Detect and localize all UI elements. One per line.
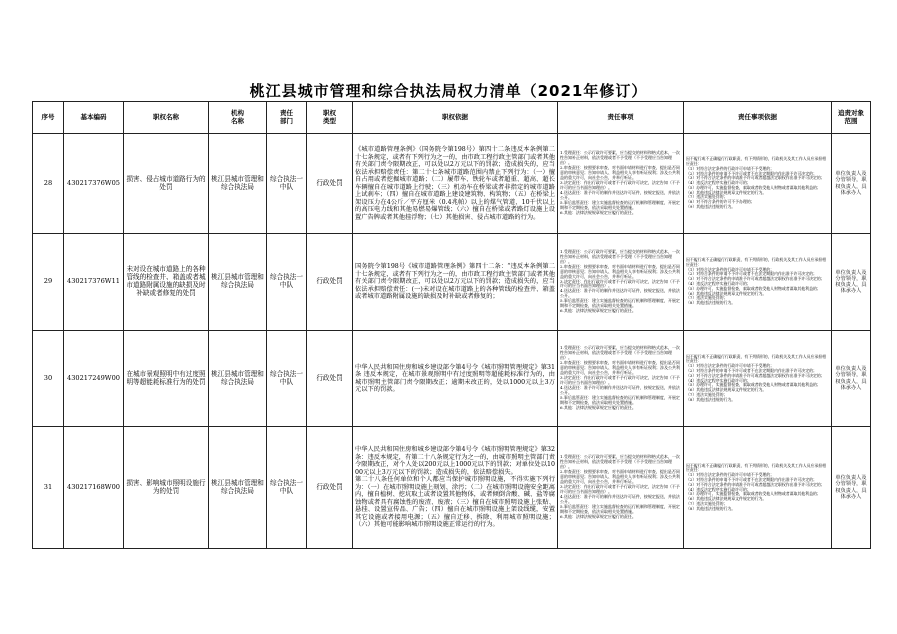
header-duty-basis: 责任事项依据 bbox=[684, 102, 832, 134]
cell-duty: 1.受理责任：公示行政许可要素，应当提交的材料和格式范本，一次性告知补正材料，依法受理或者不予受理（不予受理应当告知理由）。 2.审查责任：按照要求审查，对书面申请材料进行审查，提出是否同意的审核意见；告知申请人、利益相关人享有听证权利；涉及公共利益的重大许可，向社会公告，并举行听证。 3.决定责任：作出行政许可或者不予行政许可决定，法定告知（不予许可的应当书面告知理由）。 4.送达责任：准予许可的制作并送达许可证件，按规定报送，并依法公开。 5.事后监管责任：建立实施监督检查的运行机制和管理制度，开展定期和不定期检查，依法采取相关处置措施。 6.其他：法律法规规章规定应履行的责任。 bbox=[558, 427, 684, 549]
cell-seq: 28 bbox=[33, 134, 64, 234]
cell-name: 在城市景观照明中有过度照明等超能耗标准行为的处罚 bbox=[124, 331, 209, 427]
cell-duty: 1.受理责任：公示行政许可要素，应当提交的材料和格式范本，一次性告知补正材料，依法受理或者不予受理（不予受理应当告知理由）。 2.审查责任：按照要求审查，对书面申请材料进行审查，提出是否同意的审核意见；告知申请人、利益相关人享有听证权利；涉及公共利益的重大许可，向社会公告，并举行听证。 3.决定责任：作出行政许可或者不予行政许可决定，法定告知（不予许可的应当书面告知理由）。 4.送达责任：准予许可的制作并送达许可证件，按规定报送，并依法公开。 5.事后监管责任：建立实施监督检查的运行机制和管理制度，开展定期和不定期检查，依法采取相关处置措施。 6.其他：法律法规规章规定应履行的责任。 bbox=[558, 134, 684, 234]
header-type: 职权 类型 bbox=[307, 102, 353, 134]
cell-name: 损害、侵占城市道路行为的处罚 bbox=[124, 134, 209, 234]
cell-type: 行政处罚 bbox=[307, 427, 353, 549]
cell-seq: 31 bbox=[33, 427, 64, 549]
header-dept: 责任 部门 bbox=[267, 102, 307, 134]
cell-org: 桃江县城市管理和综合执法局 bbox=[209, 331, 267, 427]
table-row bbox=[33, 427, 871, 549]
cell-seq: 29 bbox=[33, 234, 64, 331]
cell-duty-basis: 因不履行或不正确履行行政职责，有下列情形的，行政机关及其工作人员应承担相应责任： （1）对符合法定条件的行政许可申请不予受理的； （2）对符合条件的申请不予许可或者不在法定期限内作出准予许可决定的； （3）对不符合法定条件的申请准予许可或者超越法定职权作出准予许可决定的； （4）违反法定程序实施行政许可的； （5）办理许可、实施监督检查，索取或者收受他人财物或者谋取其他利益的； （6）其他违反法律法规规章文件规定的行为。 （7）违法实施处罚的； （8）其他违法违规的行为。 bbox=[684, 427, 832, 549]
power-list-table bbox=[32, 101, 871, 549]
header-seq: 序号 bbox=[33, 102, 64, 134]
cell-basis: 《城市道路管理条例》（国务院令第198号）第四十二条违反本条例第二十七条规定，或者有下列行为之一的，由市政工程行政主管部门或者其他有关部门责令限期改正，可以处以2万元以下的罚款；造成损失的，应当依法承担赔偿责任：第二十七条城市道路范围内禁止下列行为：（一）擅自占用或者挖掘城市道路；（二）履带车、铁轮车或者超重、超高、超长车辆擅自在城市道路上行驶；（三）机动车在桥梁或者非指定的城市道路上试刹车；（四）擅自在城市道路上建设建筑物、构筑物；（五）在桥梁上架设压力在4公斤／平方厘米（0.4兆帕）以上的煤气管道、10千伏以上的高压电力线和其他易燃易爆管线；（六）擅自在桥梁或者路灯设施上设置广告牌或者其他挂浮物；（七）其他损害、侵占城市道路的行为。 bbox=[353, 134, 558, 234]
cell-code: 430217376W11 bbox=[64, 234, 124, 331]
cell-seq: 30 bbox=[33, 331, 64, 427]
cell-org: 桃江县城市管理和综合执法局 bbox=[209, 427, 267, 549]
table-header-row bbox=[33, 102, 871, 134]
cell-note: 单位负责人及分管领导，职权负责人，具体承办人 bbox=[832, 427, 871, 549]
cell-org: 桃江县城市管理和综合执法局 bbox=[209, 234, 267, 331]
header-basis: 职权依据 bbox=[353, 102, 558, 134]
cell-duty-basis: 因不履行或不正确履行行政职责，有下列情形的，行政机关及其工作人员应承担相应责任： （1）对符合法定条件的行政许可申请不予受理的； （2）对符合条件的申请不予许可或者不在法定期限内作出准予许可决定的； （3）对不符合法定条件的申请准予许可或者超越法定职权作出准予许可决定的； （4）违反法定程序实施行政许可的； （5）办理许可、实施监督检查，索取或者收受他人财物或者谋取其他利益的； （6）其他违反法律法规规章文件规定的行为。 （7）违法实施处罚的； （8）其他违法违规的行为。 bbox=[684, 331, 832, 427]
cell-basis: 国务院令第198号《城市道路管理条例》第四十二条：“违反本条例第二十七条规定，或者有下列行为之一的，由市政工程行政主管部门或者其他有关部门责令限期改正，可以处以2万元以下的罚款；造成损失的，应当依法承担赔偿责任：(一)未对设在城市道路上的各种管线的检查井、箱盖或者城市道路附属设施的缺损及时补缺或者修复的； bbox=[353, 234, 558, 331]
header-note: 追责对象 范围 bbox=[832, 102, 871, 134]
document-title: 桃江县城市管理和综合执法局权力清单（2021年修订） bbox=[249, 82, 648, 100]
cell-type: 行政处罚 bbox=[307, 134, 353, 234]
cell-dept: 综合执法一中队 bbox=[267, 134, 307, 234]
cell-note: 单位负责人及分管领导，职权负责人，具体承办人 bbox=[832, 134, 871, 234]
cell-note: 单位负责人及分管领导，职权负责人，具体承办人 bbox=[832, 234, 871, 331]
cell-basis: 中华人民共和国住房和城乡建设部令第4号令《城市照明管理规定》第32条：违反本规定，有第二十八条规定行为之一的，由城市照明主管部门责令限期改正，对个人处以200元以上1000元以下的罚款；对单位处以1000元以上3万元以下的罚款；造成损失的，依法赔偿损失。 第二十八条任何单位和个人都应当保护城市照明设施，不得实施下列行为：（一）在城市照明设施上刻划、涂污；（二）在城市照明设施安全距离内，擅自植树、挖坑取土或者设置其他物体，或者倾倒含酸、碱、盐等腐蚀物或者具有腐蚀性的废渣、废液；（三）擅自在城市照明设施上张贴、悬挂、设置宣传品、广告；（四）擅自在城市照明设施上架设线缆，安置其它设施或者接用电源；（五）擅自迁移、拆除、利用城市照明设施；（六）其他可能影响城市照明设施正常运行的行为。 bbox=[353, 427, 558, 549]
header-org: 机构 名称 bbox=[209, 102, 267, 134]
header-duty: 责任事项 bbox=[558, 102, 684, 134]
cell-type: 行政处罚 bbox=[307, 234, 353, 331]
cell-code: 430217376W05 bbox=[64, 134, 124, 234]
cell-note: 单位负责人及分管领导，职权负责人，具体承办人 bbox=[832, 331, 871, 427]
cell-name: 未对设在城市道路上的各种管线的检查井、箱盖或者城市道路附属设施的缺损及时补缺或者修复的处罚 bbox=[124, 234, 209, 331]
header-code: 基本编码 bbox=[64, 102, 124, 134]
cell-dept: 综合执法一中队 bbox=[267, 234, 307, 331]
cell-name: 损害、影响城市照明设施行为的处罚 bbox=[124, 427, 209, 549]
cell-dept: 综合执法一中队 bbox=[267, 331, 307, 427]
cell-duty: 1.受理责任：公示行政许可要素，应当提交的材料和格式范本，一次性告知补正材料，依法受理或者不予受理（不予受理应当告知理由）。 2.审查责任：按照要求审查，对书面申请材料进行审查，提出是否同意的审核意见；告知申请人、利益相关人享有听证权利；涉及公共利益的重大许可，向社会公告，并举行听证。 3.决定责任：作出行政许可或者不予行政许可决定，法定告知（不予许可的应当书面告知理由）。 4.送达责任：准予许可的制作并送达许可证件，按规定报送，并依法公开。 5.事后监管责任：建立实施监督检查的运行机制和管理制度，开展定期和不定期检查，依法采取相关处置措施。 6.其他：法律法规规章规定应履行的责任。 bbox=[558, 331, 684, 427]
table-row bbox=[33, 134, 871, 234]
cell-duty-basis: 因不履行或不正确履行行政职责，有下列情形的，行政机关及其工作人员应承担相应责任： （1）对符合法定条件的行政许可申请不予受理的； （2）对符合条件的申请不予许可或者不在法定期限内作出准予许可决定的； （3）对不符合法定条件的申请准予许可或者超越法定职权作出准予许可决定的； （4）违反法定程序实施行政许可的； （5）办理许可、实施监督检查，索取或者收受他人财物或者谋取其他利益的； （6）其他违反法律法规规章文件规定的行为。 （7）违法实施处罚的； （8）其他违法违规的行为。 bbox=[684, 234, 832, 331]
cell-code: 430217249W00 bbox=[64, 331, 124, 427]
cell-duty-basis: 因不履行或不正确履行行政职责，有下列情形的，行政机关及其工作人员应承担相应责任： （1）对符合法定条件的行政许可申请不予受理的； （2）对符合条件的申请不予许可或者不在法定期限内作出准予许可决定的； （3）对不符合法定条件的申请准予许可或者超越法定职权作出准予许可决定的； （4）违反法定程序实施行政许可的； （5）办理许可、实施监督检查，索取或者收受他人财物或者谋取其他利益的； （6）其他违反法律法规规章文件规定的行为。 （7）违法实施处罚的； （8）对不符合条件的许可不予办理的； （9）其他违法违规的行为。 bbox=[684, 134, 832, 234]
header-name: 职权名称 bbox=[124, 102, 209, 134]
cell-org: 桃江县城市管理和综合执法局 bbox=[209, 134, 267, 234]
cell-dept: 综合执法一中队 bbox=[267, 427, 307, 549]
table-row bbox=[33, 331, 871, 427]
cell-basis: 中华人民共和国住房和城乡建设部令第4号令《城市照明管理规定》第31条 违反本规定，在城市景观照明中有过度照明等超能耗标准行为的，由城市照明主管部门责令限期改正；逾期未改正的，处以1000元以上3万元以下的罚款。 bbox=[353, 331, 558, 427]
table-row bbox=[33, 234, 871, 331]
cell-duty: 1.受理责任：公示行政许可要素，应当提交的材料和格式范本，一次性告知补正材料，依法受理或者不予受理（不予受理应当告知理由）。 2.审查责任：按照要求审查，对书面申请材料进行审查，提出是否同意的审核意见；告知申请人、利益相关人享有听证权利；涉及公共利益的重大许可，向社会公告，并举行听证。 3.决定责任：作出行政许可或者不予行政许可决定，法定告知（不予许可的应当书面告知理由）。 4.送达责任：准予许可的制作并送达许可证件，按规定报送，并依法公开。 5.事后监管责任：建立实施监督检查的运行机制和管理制度，开展定期和不定期检查，依法采取相关处置措施。 6.其他：法律法规规章规定应履行的责任。 bbox=[558, 234, 684, 331]
cell-type: 行政处罚 bbox=[307, 331, 353, 427]
cell-code: 430217168W00 bbox=[64, 427, 124, 549]
